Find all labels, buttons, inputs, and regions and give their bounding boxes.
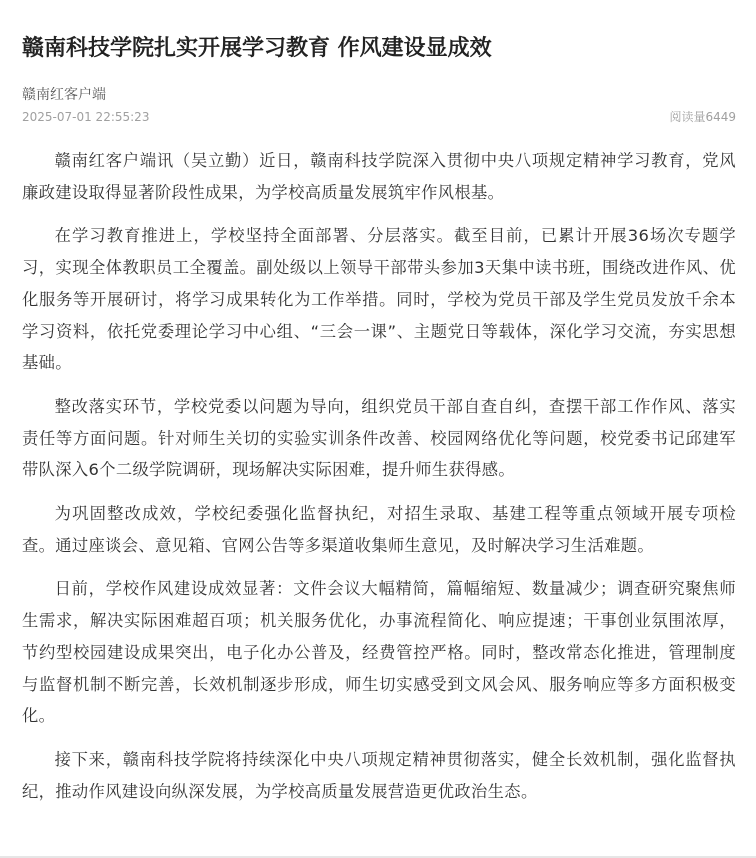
paragraph: 赣南红客户端讯（吴立勤）近日，赣南科技学院深入贯彻中央八项规定精神学习教育，党风廉政建设取得显著阶段性成果，为学校高质量发展筑牢作风根基。 (22, 151, 736, 202)
article-meta (22, 108, 736, 126)
article-source[interactable]: 赣南红客户端 (22, 87, 106, 103)
paragraph: 为巩固整改成效，学校纪委强化监督执纪，对招生录取、基建工程等重点领域开展专项检查。通过座谈会、意见箱、官网公告等多渠道收集师生意见，及时解决学习生活难题。 (22, 504, 736, 555)
paragraph: 日前，学校作风建设成效显著：文件会议大幅精简，篇幅缩短、数量减少；调查研究聚焦师生需求，解决实际困难超百项；机关服务优化，办事流程简化、响应提速；干事创业氛围浓厚，节约型校园建设成果突出，电子化办公普及，经费管控严格。同时，整改常态化推进，管理制度与监督机制不断完善，长效机制逐步形成，师生切实感受到文风会风、服务响应等多方面积极变化。 (22, 579, 736, 726)
publish-date: 2025-07-01 22:55:23 (22, 110, 150, 124)
paragraph: 在学习教育推进上，学校坚持全面部署、分层落实。截至目前，已累计开展36场次专题学习，实现全体教职员工全覆盖。副处级以上领导干部带头参加3天集中读书班，围绕改进作风、优化服务等开展研讨，将学习成果转化为工作举措。同时，学校为党员干部及学生党员发放千余本学习资料，依托党委理论学习中心组、“三会一课”、主题党日等载体，深化学习交流，夯实思想基础。 (22, 226, 736, 373)
article-title: 赣南科技学院扎实开展学习教育 作风建设显成效 (22, 36, 492, 61)
read-count: 阅读量6449 (669, 110, 736, 124)
paragraph: 整改落实环节，学校党委以问题为导向，组织党员干部自查自纠，查摆干部工作作风、落实责任等方面问题。针对师生关切的实验实训条件改善、校园网络优化等问题，校党委书记邱建军带队深入6个二级学院调研，现场解决实际困难，提升师生获得感。 (22, 396, 736, 480)
paragraph: 接下来，赣南科技学院将持续深化中央八项规定精神贯彻落实，健全长效机制，强化监督执纪，推动作风建设向纵深发展，为学校高质量发展营造更优政治生态。 (22, 749, 736, 801)
article-body (22, 145, 736, 819)
